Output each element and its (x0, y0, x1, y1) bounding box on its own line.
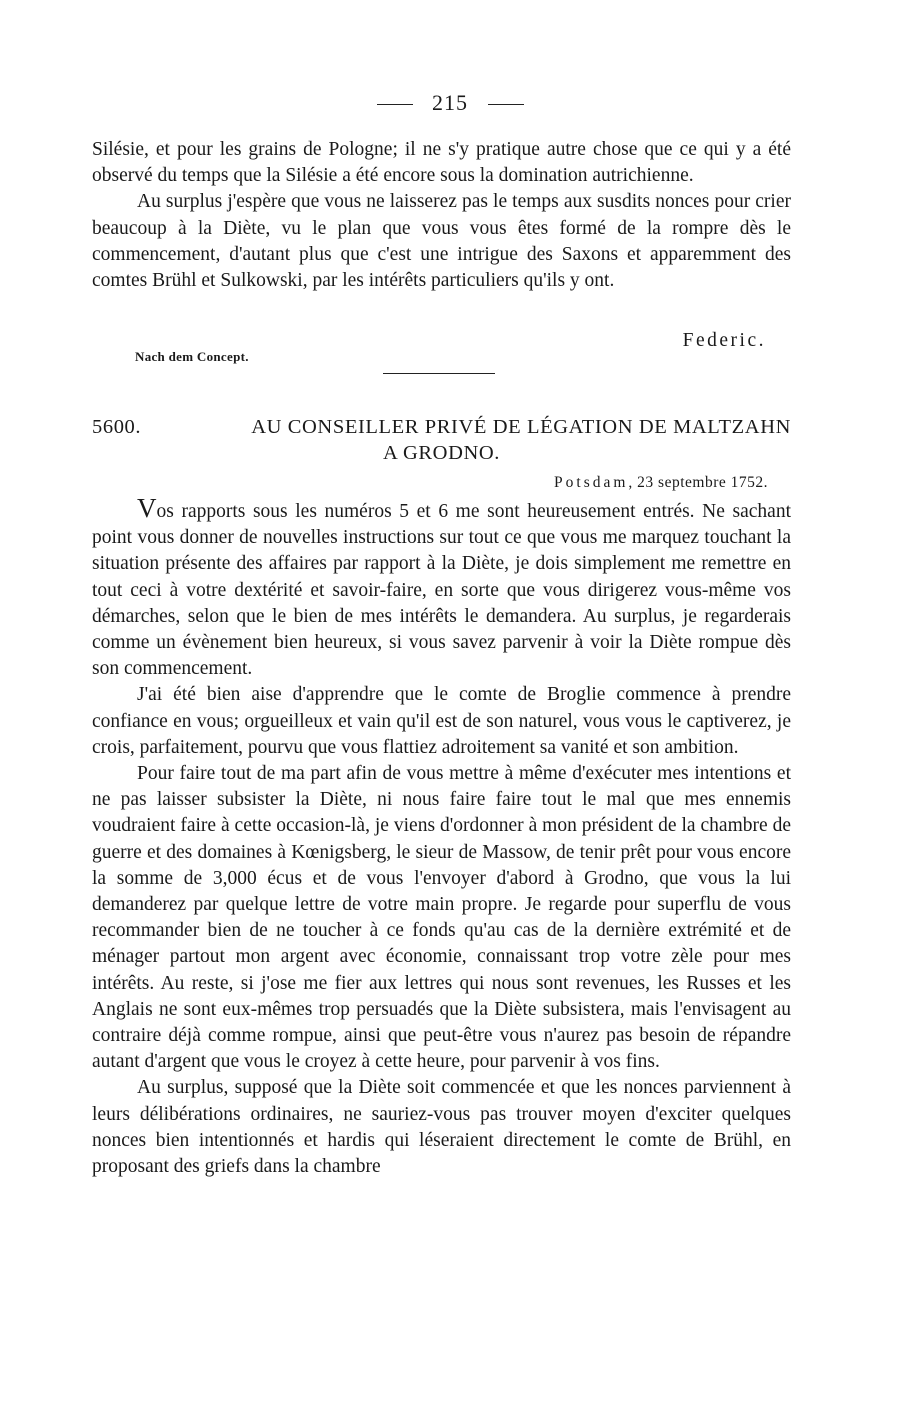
letter-place: Potsdam (554, 474, 629, 491)
continuation-paragraph-2: Au surplus j'espère que vous ne laisserez pas le temps aux susdits nonces pour crier beaucoup à la Diète, vu le plan que vous vous êtes formé de la rompre dès le commencement, d'autant plus que c'est une intrigue des Saxons et apparemment des comtes Brühl et Sulkowski, par les intérêts particuliers qu'ils y ont. (92, 191, 791, 292)
letter-heading-line-1 (92, 414, 791, 440)
source-note: Nach dem Concept. (135, 349, 249, 364)
letter-date: , 23 septembre 1752. (628, 474, 768, 491)
letter-heading (92, 414, 791, 466)
letter-number: 5600. (92, 416, 142, 438)
letter-paragraph-3: Pour faire tout de ma part afin de vous mettre à même d'exécuter mes intentions et ne pas laisser subsister la Diète, ni nous faire faire tout le mal que mes ennemis voudraient faire à cette occasion-là, je viens d'ordonner à mon président de la chambre de guerre et des domaines à Kœnigsberg, le sieur de Massow, de tenir prêt pour vous encore la somme de 3,000 écus et de vous l'envoyer d'abord à Grodno, que vous la lui demanderez par quelque lettre de votre main propre. Je regarde pour superflu de vous recommander bien de ne toucher à ce fonds qu'au cas de la dernière extrémité et de ménager partout mon argent avec économie, connaissant trop votre zèle pour mes intérêts. Au reste, si j'ose me fier aux lettres qui nous sont revenues, les Russes et les Anglais ne sont eux-mêmes trop persuadés que la Diète subsistera, mais l'envisagent au contraire déjà comme rompue, ainsi que peut-être vous n'aurez pas besoin de répandre autant d'argent que vous le croyez à cette heure, pour parvenir à vos fins. (92, 763, 791, 1073)
letter-heading-line-2: A GRODNO. (382, 442, 501, 464)
continuation-text (92, 137, 791, 294)
page-header (0, 88, 900, 118)
header-left-dash (377, 104, 413, 105)
letter-body (92, 493, 791, 1180)
letter-recipient: AU CONSEILLER PRIVÉ DE LÉGATION DE MALTZAHN (251, 416, 791, 438)
letter-paragraph-1-text: os rapports sous les numéros 5 et 6 me sont heureusement entrés. Ne sachant point vous donner de nouvelles instructions sur tout ce que vous me marquez touchant la situation présente des affaires par rapport à la Diète, je dois simplement me remettre en tout ceci à votre dextérité et savoir-faire, en sorte que vous dirigerez vous-même vos démarches, selon que le bien de mes intérêts le demandera. Au surplus, je regarderais comme un évènement bien heureux, si vous savez parvenir à voir la Diète rompue dès son commencement. (92, 501, 791, 680)
section-divider (383, 373, 495, 374)
letter-paragraph-1 (92, 493, 791, 682)
letter-paragraph-2: J'ai été bien aise d'apprendre que le comte de Broglie commence à prendre confiance en vous; orgueilleux et vain qu'il est de son naturel, vous vous le captiverez, je crois, parfaitement, pourvu que vous flattiez adroitement sa vanité et son ambition. (92, 684, 791, 758)
continuation-paragraph-1: Silésie, et pour les grains de Pologne; il ne s'y pratique autre chose que ce qui y a été observé du temps que la Silésie a été encore sous la domination autrichienne. (92, 139, 791, 187)
letter-paragraph-4: Au surplus, supposé que la Diète soit commencée et que les nonces parviennent à leurs délibérations ordinaires, ne sauriez-vous pas trouver moyen d'exciter quelques nonces bien intentionnés et hardis qui léseraient directement le comte de Brühl, en proposant des griefs dans la chambre (92, 1077, 791, 1178)
place-date (554, 474, 768, 492)
signature: Federic. (682, 330, 766, 351)
page-number: 215 (432, 90, 468, 115)
header-right-dash (488, 104, 524, 105)
initial-letter: V (137, 493, 157, 523)
